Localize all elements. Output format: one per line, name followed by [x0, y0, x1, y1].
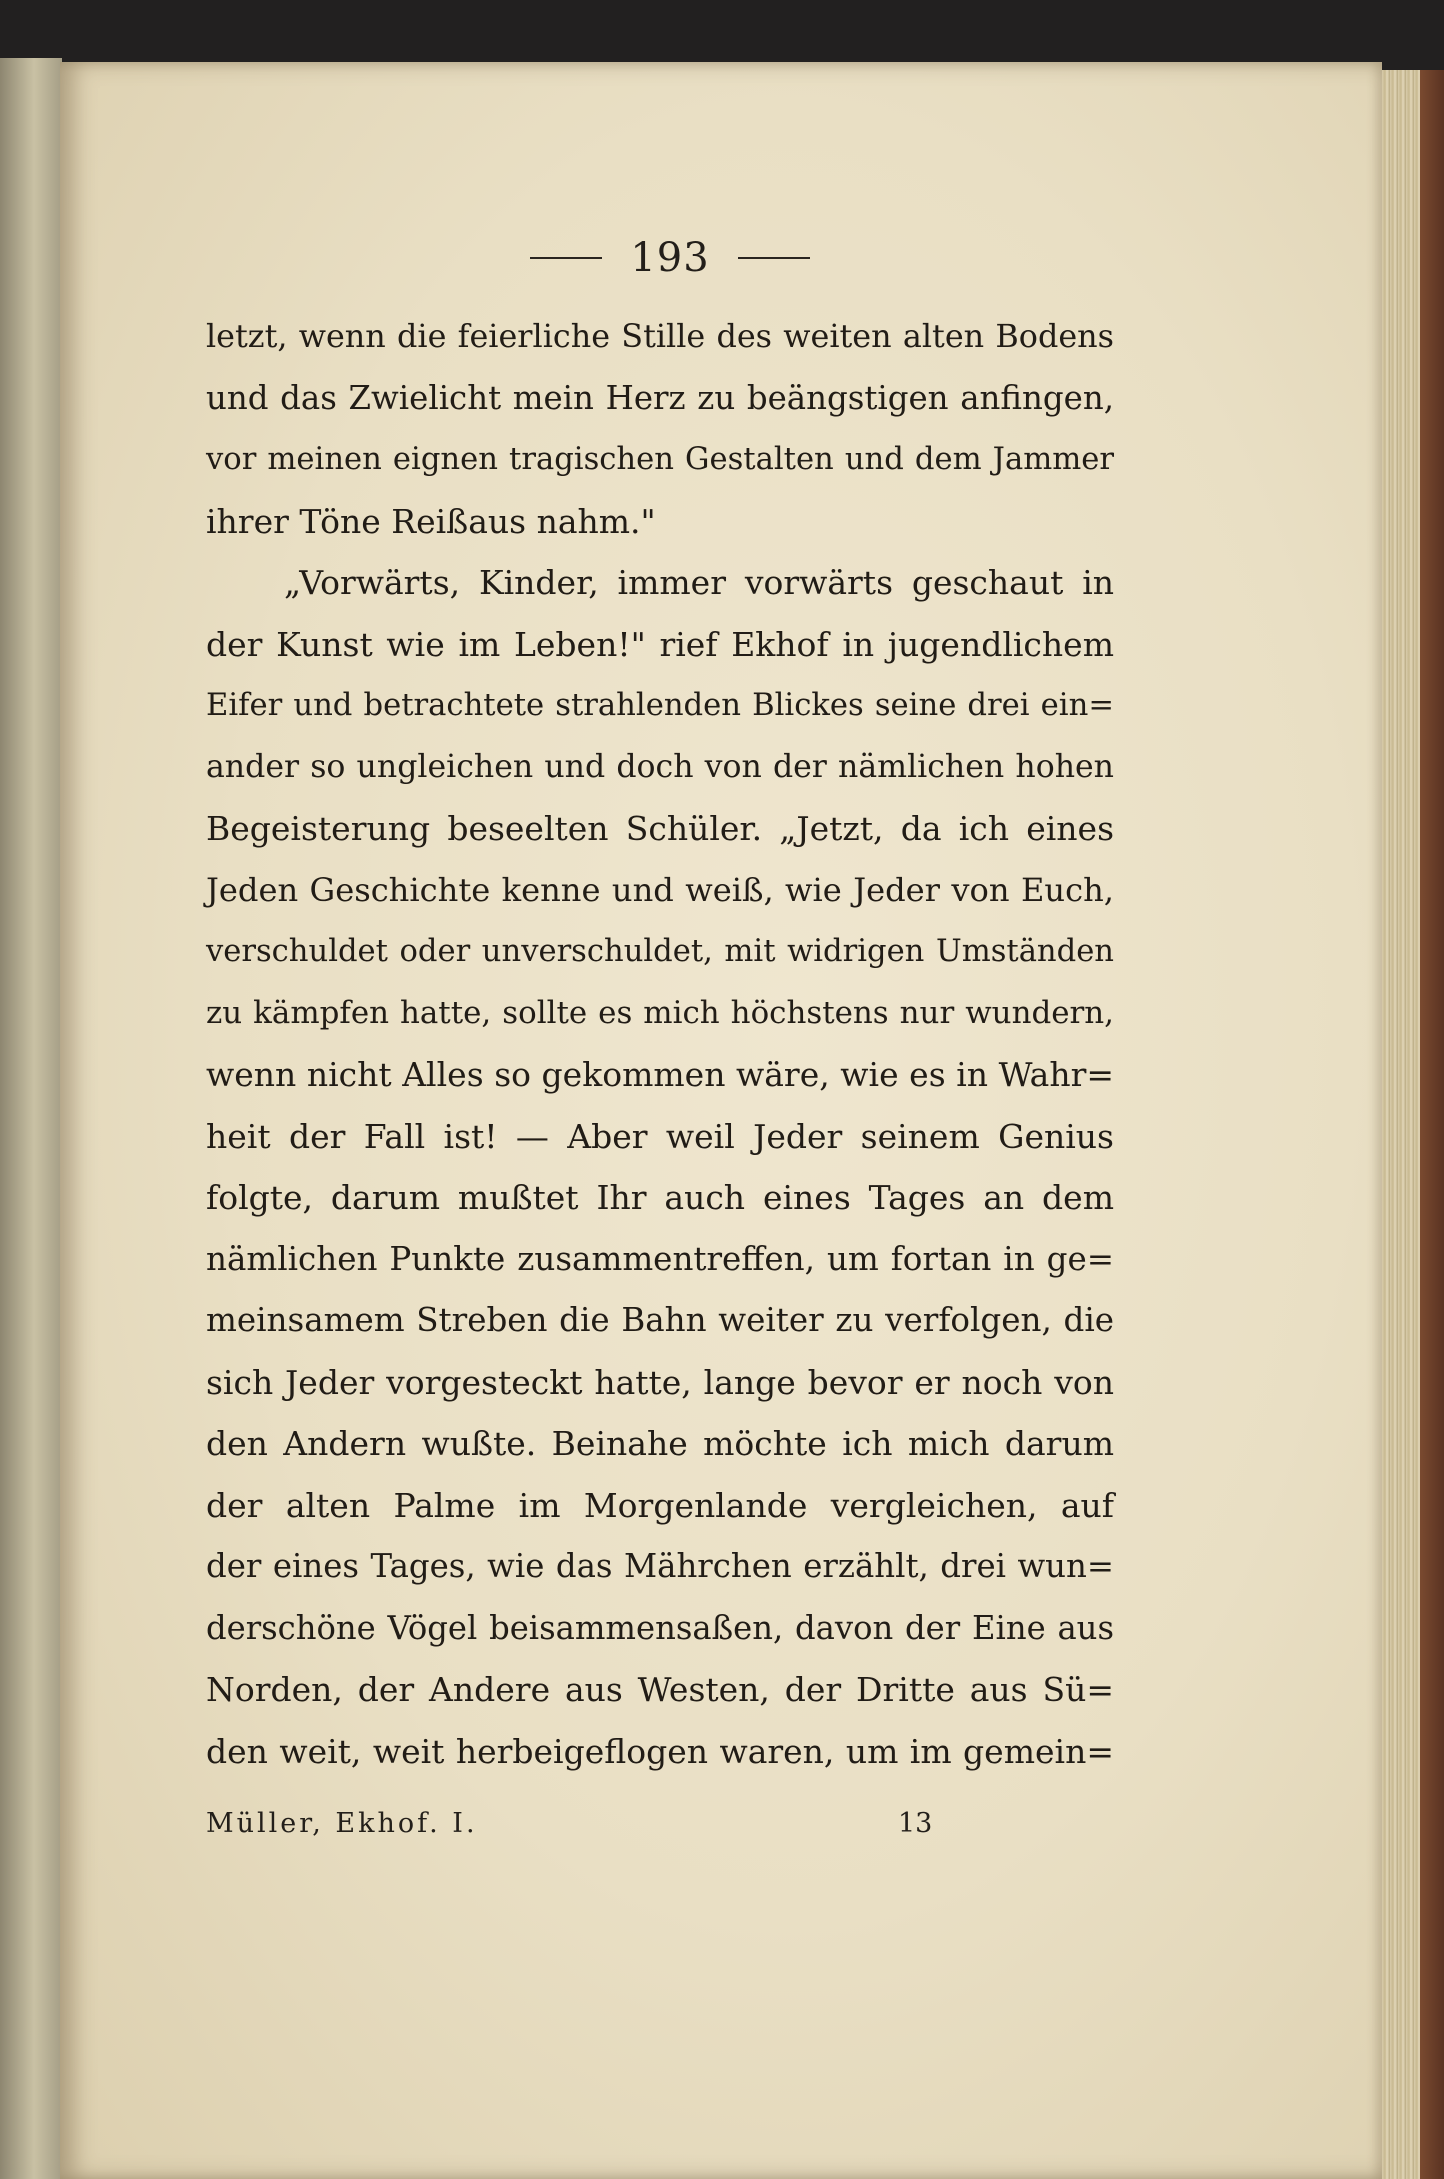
text-line: verschuldet oder unverschuldet, mit widrigen Umständen — [206, 934, 1114, 969]
header-rule-right — [738, 257, 810, 259]
text-line: meinsamem Streben die Bahn weiter zu verfolgen, die — [206, 1301, 1114, 1339]
text-line: und das Zwielicht mein Herz zu beängstigen anfingen, — [206, 378, 1114, 417]
page-header — [520, 228, 820, 288]
text-line: derschöne Vögel beisammensaßen, davon der Eine aus — [206, 1608, 1114, 1647]
text-line: nämlichen Punkte zusammentreffen, um fortan in ge= — [206, 1239, 1114, 1278]
text-line: „Vorwärts, Kinder, immer vorwärts geschaut in — [284, 563, 1114, 602]
text-line: Jeden Geschichte kenne und weiß, wie Jeder von Euch, — [206, 870, 1114, 909]
left-page-edge — [0, 58, 62, 2179]
body-text — [206, 306, 1114, 1782]
text-line: letzt, wenn die feierliche Stille des weiten alten Bodens — [206, 317, 1114, 355]
text-line: ander so ungleichen und doch von der nämlichen hohen — [206, 748, 1114, 785]
text-line: zu kämpfen hatte, sollte es mich höchstens nur wundern, — [206, 994, 1114, 1031]
text-line: heit der Fall ist! — Aber weil Jeder seinem Genius — [206, 1116, 1114, 1156]
text-line: sich Jeder vorgesteckt hatte, lange bevor er noch von — [206, 1362, 1114, 1402]
text-line: der alten Palme im Morgenlande vergleichen, auf — [206, 1485, 1114, 1525]
text-line: den Andern wußte. Beinahe möchte ich mich darum — [206, 1424, 1114, 1463]
text-line: der Kunst wie im Leben!" rief Ekhof in jugendlichem — [206, 624, 1114, 664]
page-number: 193 — [630, 235, 710, 281]
text-line: Norden, der Andere aus Westen, der Dritte aus Sü= — [206, 1670, 1114, 1709]
text-line: Eifer und betrachtete strahlenden Blickes seine drei ein= — [206, 688, 1114, 723]
text-line: Begeisterung beseelten Schüler. „Jetzt, da ich eines — [206, 809, 1114, 848]
text-line: wenn nicht Alles so gekommen wäre, wie es in Wahr= — [206, 1055, 1114, 1094]
text-line: ihrer Töne Reißaus nahm." — [206, 501, 656, 541]
printer-signature: Müller, Ekhof. I. — [206, 1808, 478, 1839]
text-line: folgte, darum mußtet Ihr auch eines Tages an dem — [206, 1178, 1114, 1217]
text-line: vor meinen eignen tragischen Gestalten und dem Jammer — [206, 442, 1114, 477]
page-footer — [206, 1808, 936, 1848]
header-rule-left — [530, 257, 602, 259]
text-line: den weit, weit herbeigeflogen waren, um im gemein= — [206, 1731, 1114, 1771]
sheet-number: 13 — [898, 1808, 933, 1839]
book-cover-edge — [1420, 70, 1444, 2179]
text-line: der eines Tages, wie das Mährchen erzählt, drei wun= — [206, 1547, 1114, 1585]
